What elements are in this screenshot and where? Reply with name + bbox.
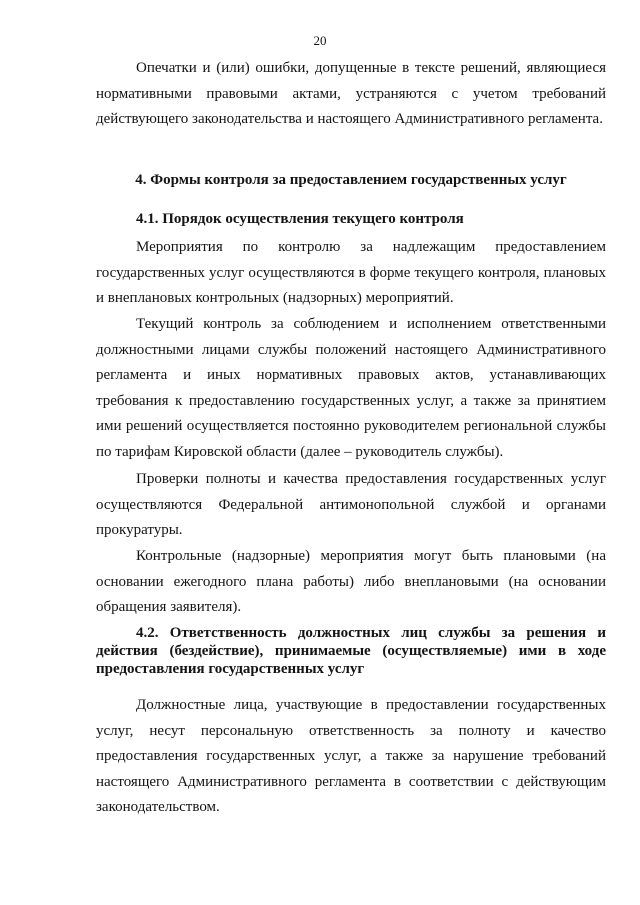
paragraph-responsibility: Должностные лица, участвующие в предоставлении государственных услуг, несут персональную ответственность за полноту и качество предоставления государственных услуг, а также за нарушение требований настоящего Административного регламента в соответствии с действующим законодательством. — [96, 697, 606, 815]
page-number: 20 — [313, 33, 327, 48]
paragraph-typos: Опечатки и (или) ошибки, допущенные в тексте решений, являющиеся нормативными правовыми актами, устраняются с учетом требований действующего законодательства и настоящего Административного регламента. — [96, 60, 606, 127]
paragraph-control-measures: Мероприятия по контролю за надлежащим предоставлением государственных услуг осуществляются в форме текущего контроля, плановых и внеплановых контрольных (надзорных) мероприятий. — [96, 239, 606, 306]
section-heading-4-2: 4.2. Ответственность должностных лиц службы за решения и действия (бездействие), принимаемые (осуществляемые) ими в ходе предоставления государственных услуг — [96, 625, 606, 677]
paragraph-inspections: Проверки полноты и качества предоставления государственных услуг осуществляются Федеральной антимонопольной службой и органами прокуратуры. — [96, 471, 606, 538]
section-heading-4: 4. Формы контроля за предоставлением государственных услуг — [135, 172, 567, 188]
paragraph-current-control: Текущий контроль за соблюдением и исполнением ответственными должностными лицами службы положений настоящего Административного регламента и иных нормативных правовых актов, устанавливающих требования к предоставлению государственных услуг, а также за принятием ими решений осуществляется постоянно руководителем региональной службы по тарифам Кировской области (далее – руководитель службы). — [96, 316, 606, 460]
section-heading-4-1: 4.1. Порядок осуществления текущего контроля — [136, 211, 464, 227]
paragraph-supervisory-measures: Контрольные (надзорные) мероприятия могут быть плановыми (на основании ежегодного плана работы) либо внеплановыми (на основании обращения заявителя). — [96, 548, 606, 615]
